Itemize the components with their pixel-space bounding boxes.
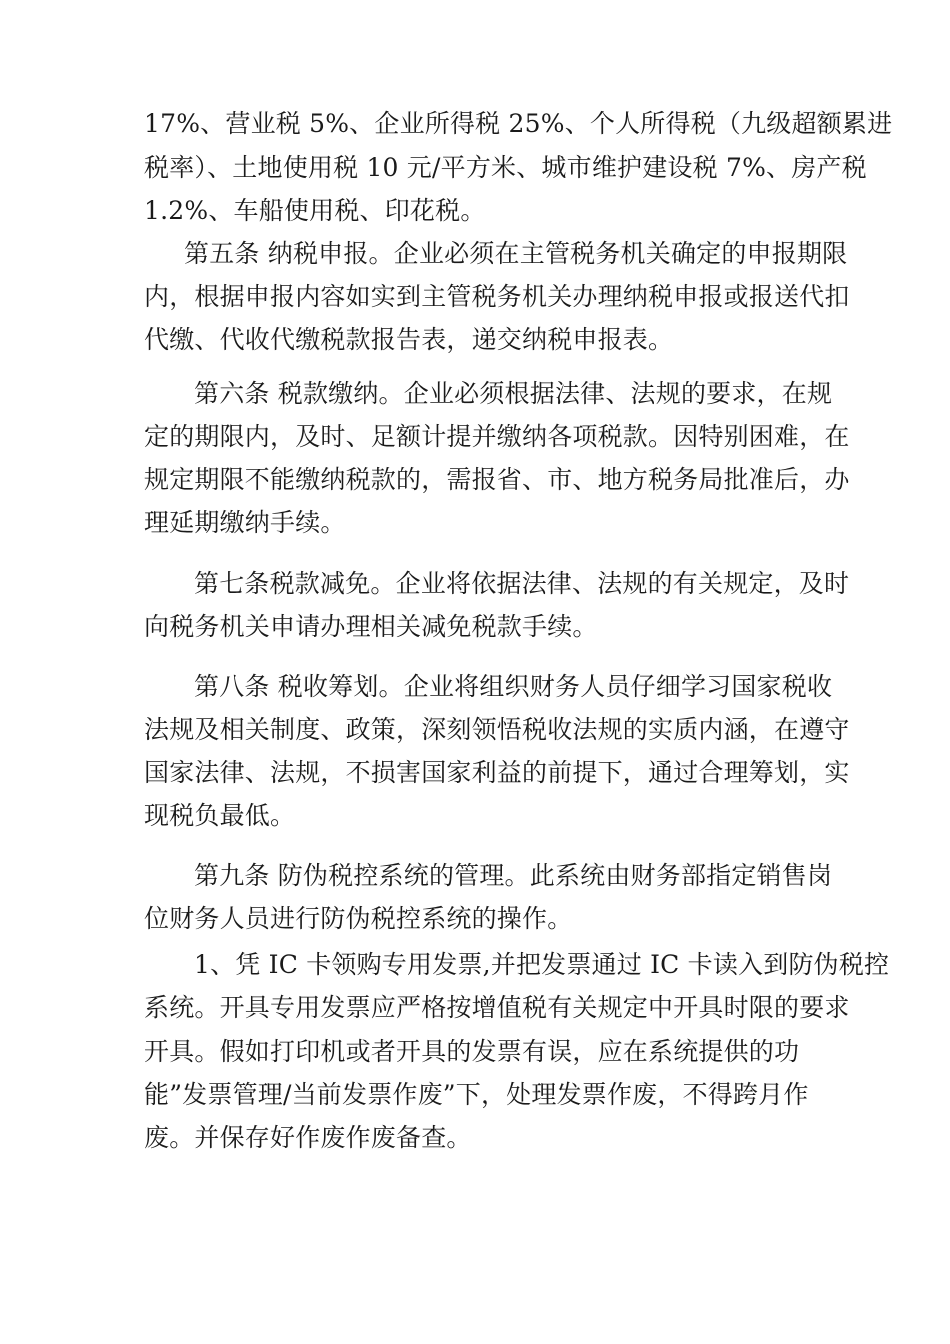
text-line: 理延期缴纳手续。 — [144, 508, 346, 537]
text-line: 税率）、土地使用税 10 元/平方米、城市维护建设税 7%、房产税 — [144, 153, 867, 182]
text-line: 系统。开具专用发票应严格按增值税有关规定中开具时限的要求 — [144, 993, 850, 1022]
text-line: 位财务人员进行防伪税控系统的操作。 — [144, 904, 573, 933]
text-line: 定的期限内，及时、足额计提并缴纳各项税款。因特别困难，在 — [144, 422, 850, 451]
text-line: 17%、营业税 5%、企业所得税 25%、个人所得税（九级超额累进 — [144, 109, 893, 138]
article-8-heading-line: 第八条 税收筹划。企业将组织财务人员仔细学习国家税收 — [194, 672, 833, 701]
text-line: 向税务机关申请办理相关减免税款手续。 — [144, 612, 598, 641]
text-line: 国家法律、法规，不损害国家利益的前提下，通过合理筹划，实 — [144, 758, 850, 787]
text-line: 废。并保存好作废作废备查。 — [144, 1123, 472, 1152]
article-7-heading-line: 第七条税款减免。企业将依据法律、法规的有关规定，及时 — [194, 569, 850, 598]
text-line: 开具。假如打印机或者开具的发票有误，应在系统提供的功 — [144, 1037, 800, 1066]
article-5-heading-line: 第五条 纳税申报。企业必须在主管税务机关确定的申报期限 — [184, 239, 848, 268]
article-9-heading-line: 第九条 防伪税控系统的管理。此系统由财务部指定销售岗 — [194, 861, 833, 890]
text-line: 现税负最低。 — [144, 801, 296, 830]
text-line: 1.2%、车船使用税、印花税。 — [144, 196, 486, 225]
text-line: 规定期限不能缴纳税款的，需报省、市、地方税务局批准后，办 — [144, 465, 850, 494]
text-line: 内，根据申报内容如实到主管税务机关办理纳税申报或报送代扣 — [144, 282, 850, 311]
text-line: 代缴、代收代缴税款报告表，递交纳税申报表。 — [144, 325, 674, 354]
item-1-line: 1、凭 IC 卡领购专用发票,并把发票通过 IC 卡读入到防伪税控 — [194, 950, 890, 979]
text-line: 能”发票管理/当前发票作废”下，处理发票作废，不得跨月作 — [144, 1080, 809, 1109]
text-line: 法规及相关制度、政策，深刻领悟税收法规的实质内涵，在遵守 — [144, 715, 850, 744]
article-6-heading-line: 第六条 税款缴纳。企业必须根据法律、法规的要求，在规 — [194, 379, 833, 408]
